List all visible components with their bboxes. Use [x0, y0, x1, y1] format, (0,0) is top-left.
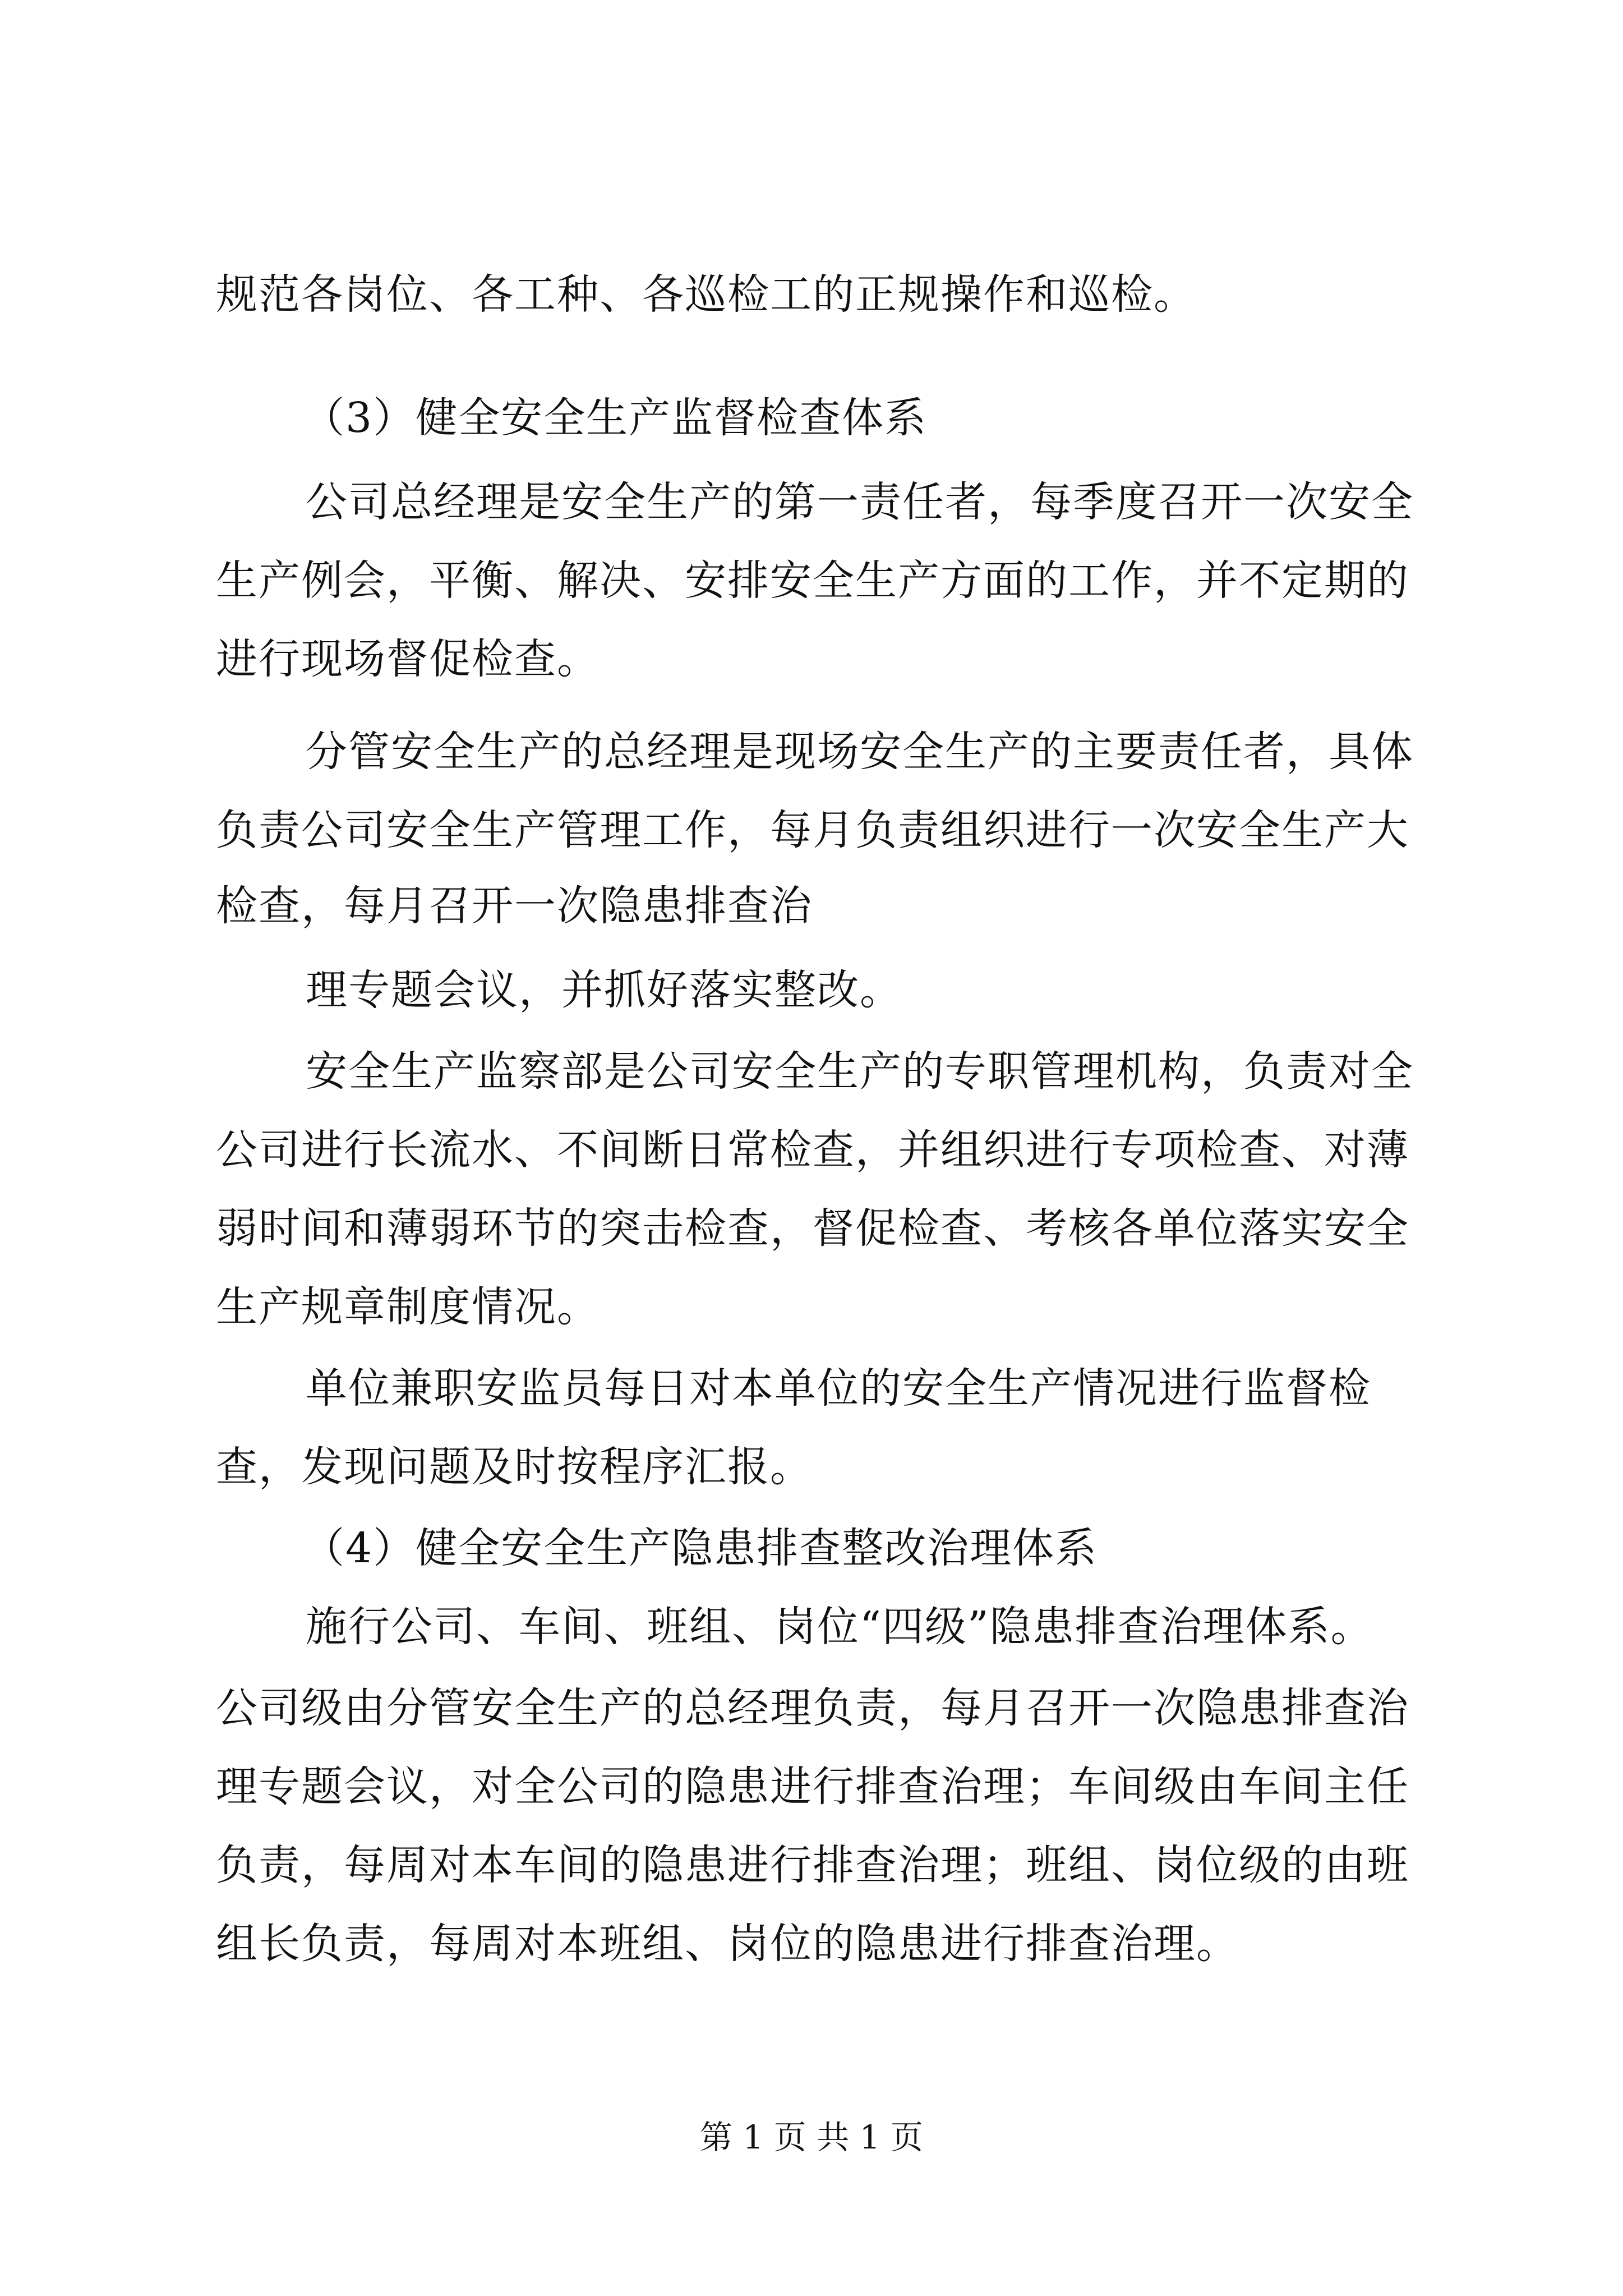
text-line: 进行现场督促检查。 [216, 635, 600, 683]
text-line: 安全生产监察部是公司安全生产的专职管理机构，负责对全 [306, 1047, 1414, 1096]
text-line: 公司总经理是安全生产的第一责任者，每季度召开一次安全 [306, 478, 1414, 526]
page-number-footer: 第 1 页 共 1 页 [700, 2118, 923, 2156]
section-heading: （3）健全安全生产监督检查体系 [303, 394, 928, 442]
text-line: 单位兼职安监员每日对本单位的安全生产情况进行监督检 [306, 1364, 1371, 1412]
text-line: 生产规章制度情况。 [216, 1283, 600, 1331]
text-line: 公司进行长流水、不间断日常检查，并组织进行专项检查、对薄 [216, 1126, 1409, 1174]
text-line: 负责，每周对本车间的隐患进行排查治理；班组、岗位级的由班 [216, 1841, 1409, 1889]
text-line: 理专题会议，对全公司的隐患进行排查治理；车间级由车间主任 [216, 1763, 1409, 1811]
section-heading: （4）健全安全生产隐患排查整改治理体系 [303, 1524, 1098, 1572]
text-line: 弱时间和薄弱环节的突击检查，督促检查、考核各单位落实安全 [216, 1204, 1409, 1253]
text-line: 公司级由分管安全生产的总经理负责，每月召开一次隐患排查治 [216, 1684, 1409, 1732]
text-line: 查，发现问题及时按程序汇报。 [216, 1443, 813, 1491]
text-line: 施行公司、车间、班组、岗位“四级”隐患排查治理体系。 [306, 1603, 1373, 1651]
text-line: 理专题会议，并抓好落实整改。 [306, 966, 902, 1014]
text-line: 负责公司安全生产管理工作，每月负责组织进行一次安全生产大 [216, 806, 1409, 854]
text-line: 规范各岗位、各工种、各巡检工的正规操作和巡检。 [216, 270, 1196, 319]
text-line: 检查，每月召开一次隐患排查治 [216, 882, 813, 930]
text-line: 分管安全生产的总经理是现场安全生产的主要责任者，具体 [306, 728, 1414, 776]
text-line: 组长负责，每周对本班组、岗位的隐患进行排查治理。 [216, 1920, 1239, 1968]
text-line: 生产例会，平衡、解决、安排安全生产方面的工作，并不定期的 [216, 556, 1409, 605]
